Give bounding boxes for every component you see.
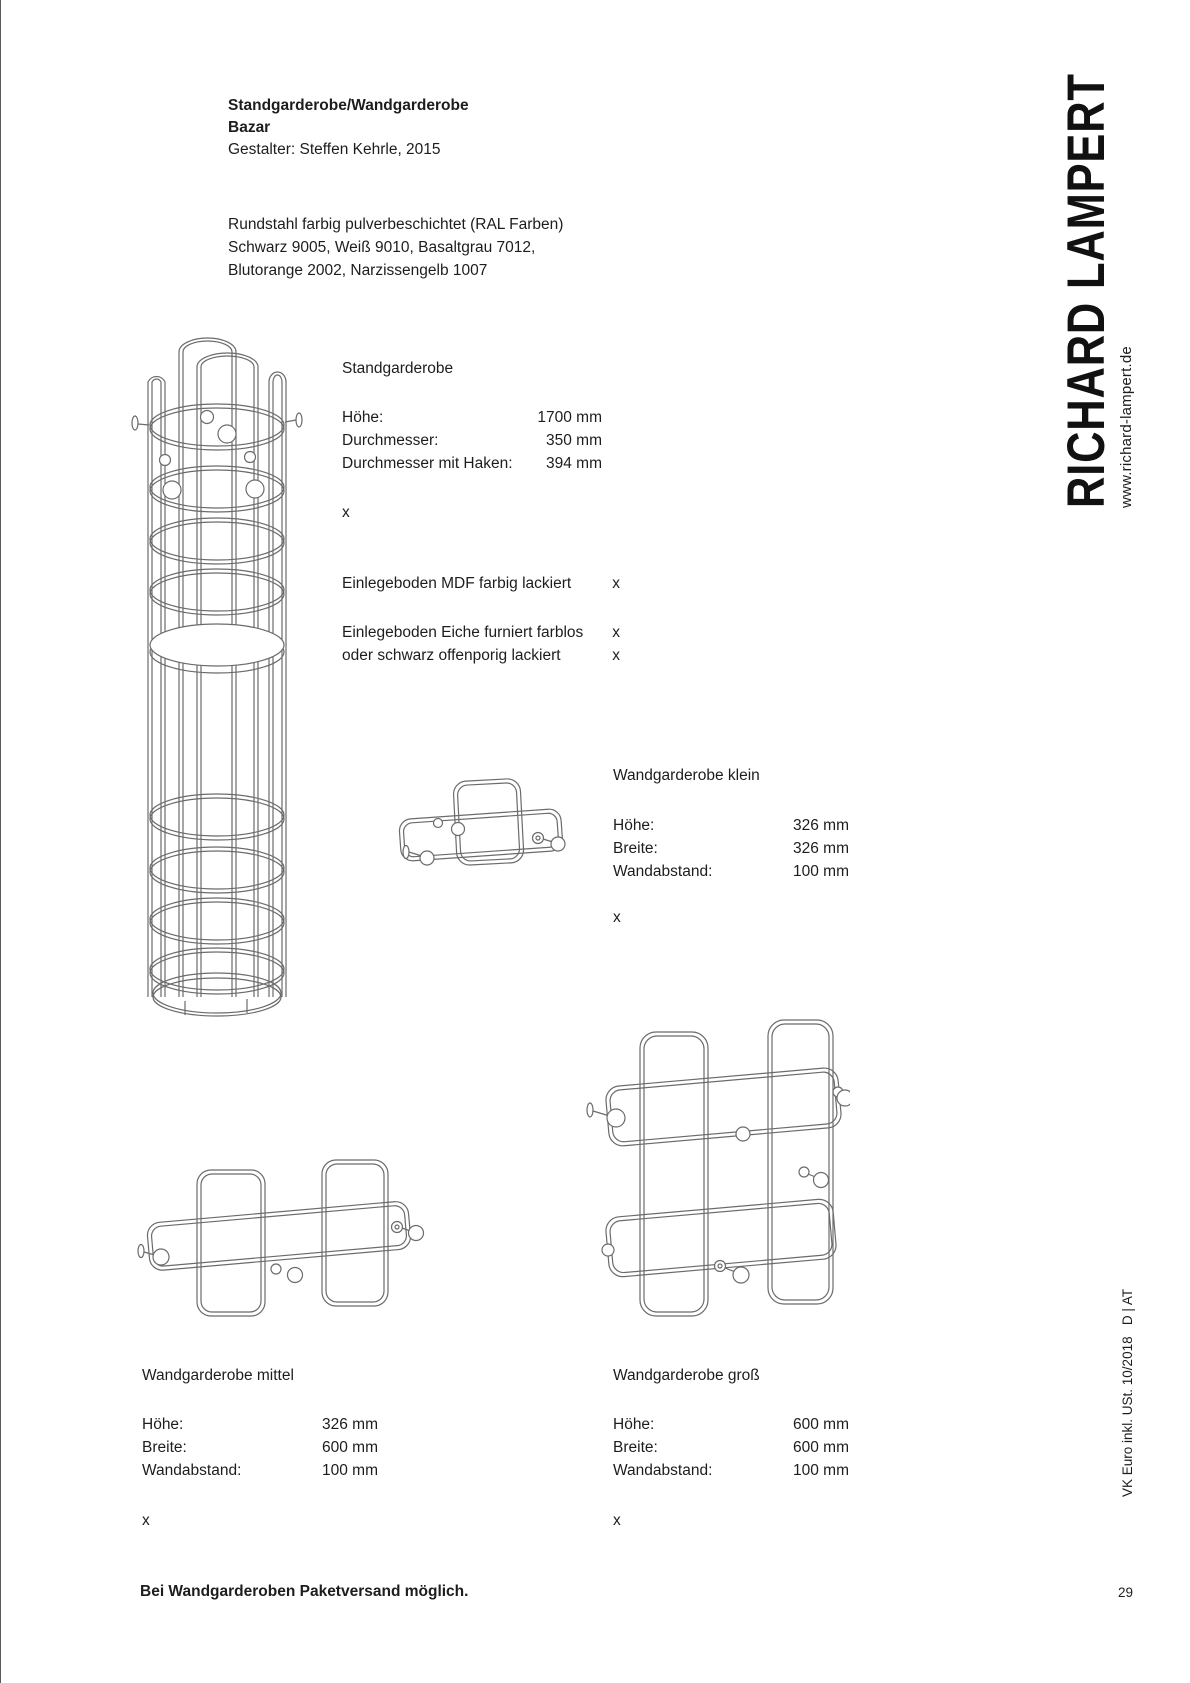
- spec-table-klein: [613, 814, 849, 883]
- option-text: oder schwarz offenporig lackiert: [342, 647, 561, 664]
- standgarderobe-drawing: [115, 325, 305, 1020]
- spec-value: 350 mm: [546, 432, 602, 449]
- option-text: Einlegeboden MDF farbig lackiert: [342, 575, 572, 592]
- product-title-gross: Wandgarderobe groß: [613, 1367, 760, 1384]
- spec-row: [613, 1459, 849, 1482]
- spec-label: Höhe:: [613, 817, 655, 834]
- spec-label: Breite:: [613, 1439, 658, 1456]
- option-marker: x: [612, 575, 620, 592]
- spec-row: [613, 837, 849, 860]
- price-marker: x: [613, 1512, 621, 1529]
- spec-label: Durchmesser mit Haken:: [342, 455, 513, 472]
- price-marker: x: [613, 909, 621, 926]
- product-title-standgarderobe: Standgarderobe: [342, 360, 454, 377]
- page-title: Standgarderobe/Wandgarderobe: [228, 97, 469, 114]
- option-row: [342, 572, 620, 595]
- spec-row: [342, 429, 602, 452]
- page-edge-line: [0, 0, 1, 1683]
- spec-row: [613, 1436, 849, 1459]
- product-title-mittel: Wandgarderobe mittel: [142, 1367, 294, 1384]
- spec-value: 600 mm: [793, 1439, 849, 1456]
- spec-value: 600 mm: [322, 1439, 378, 1456]
- materials-line: Schwarz 9005, Weiß 9010, Basaltgrau 7012,: [228, 239, 536, 256]
- klein-hooks: [403, 819, 565, 866]
- brand-website: www.richard-lampert.de: [1118, 346, 1135, 508]
- spec-row: [613, 814, 849, 837]
- option-text: Einlegeboden Eiche furniert farblos: [342, 624, 584, 641]
- spec-row: [142, 1413, 378, 1436]
- spec-value: 100 mm: [322, 1462, 378, 1479]
- product-family-name: Bazar: [228, 119, 271, 136]
- spec-value: 100 mm: [793, 1462, 849, 1479]
- designer-credit: Gestalter: Steffen Kehrle, 2015: [228, 141, 441, 158]
- price-marker: x: [342, 504, 350, 521]
- spec-row: [342, 406, 602, 429]
- spec-row: [613, 860, 849, 883]
- option-row: [342, 621, 620, 644]
- klein-vertical-frame: [453, 778, 524, 865]
- header: [228, 95, 469, 161]
- spec-label: Höhe:: [342, 409, 384, 426]
- product-title-klein: Wandgarderobe klein: [613, 767, 760, 784]
- spec-value: 326 mm: [322, 1416, 378, 1433]
- option-row: [342, 644, 620, 667]
- mittel-hooks: [138, 1222, 424, 1283]
- spec-label: Wandabstand:: [613, 863, 713, 880]
- spec-label: Breite:: [613, 840, 658, 857]
- spec-value: 600 mm: [793, 1416, 849, 1433]
- spec-value: 326 mm: [793, 817, 849, 834]
- price-marker: x: [142, 1512, 150, 1529]
- brand-logo: RICHARD LAMPERT: [1057, 73, 1116, 508]
- spec-row: [613, 1413, 849, 1436]
- spec-label: Wandabstand:: [142, 1462, 242, 1479]
- spec-label: Wandabstand:: [613, 1462, 713, 1479]
- mittel-vertical-frames: [197, 1160, 388, 1316]
- spec-label: Breite:: [142, 1439, 187, 1456]
- vat-note: VK Euro inkl. USt. 10/2018 D | AT: [1120, 1288, 1135, 1497]
- wandgarderobe-gross-drawing: [550, 950, 850, 1322]
- spec-value: 394 mm: [546, 455, 602, 472]
- option-marker: x: [612, 624, 620, 641]
- footer-note: Bei Wandgarderoben Paketversand möglich.: [140, 1583, 469, 1600]
- mittel-horizontal-rail: [146, 1201, 411, 1272]
- spec-table-mittel: [142, 1413, 378, 1482]
- spec-row: [342, 452, 602, 475]
- spec-label: Höhe:: [142, 1416, 184, 1433]
- spec-value: 100 mm: [793, 863, 849, 880]
- materials-paragraph: [228, 213, 563, 282]
- spec-value: 326 mm: [793, 840, 849, 857]
- spec-table-gross: [613, 1413, 849, 1482]
- wandgarderobe-klein-drawing: [390, 748, 575, 883]
- shelf-board: [150, 624, 284, 666]
- wandgarderobe-mittel-drawing: [130, 1150, 425, 1325]
- materials-line: Blutorange 2002, Narzissengelb 1007: [228, 262, 488, 279]
- page-number: 29: [1118, 1585, 1134, 1600]
- spec-row: [142, 1436, 378, 1459]
- spec-value: 1700 mm: [537, 409, 602, 426]
- spec-label: Höhe:: [613, 1416, 655, 1433]
- gross-hooks: [587, 1087, 850, 1283]
- spec-table-standgarderobe: [342, 406, 602, 475]
- stand-hooks: [132, 411, 302, 500]
- option-marker: x: [612, 647, 620, 664]
- spec-row: [142, 1459, 378, 1482]
- spec-label: Durchmesser:: [342, 432, 439, 449]
- materials-line: Rundstahl farbig pulverbeschichtet (RAL Farben): [228, 216, 564, 233]
